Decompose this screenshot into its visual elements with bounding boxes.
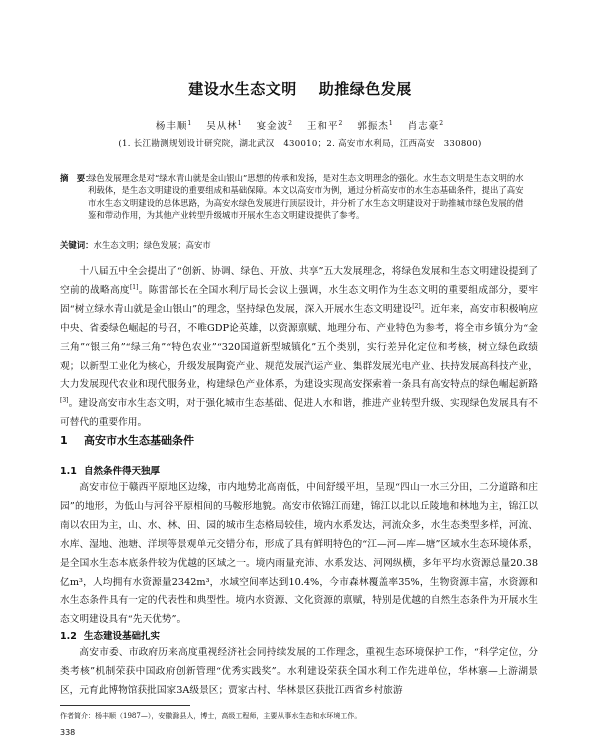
title-part-1: 建设水生态文明 xyxy=(188,80,297,98)
title-part-2: 助推绿色发展 xyxy=(318,80,412,98)
footnote: 作者简介：杨丰顺（1987—），安徽滁县人，博士，高级工程师，主要从事水生态和水环境工作。 xyxy=(60,712,362,720)
body-paragraph: 高安市位于赣西平原地区边缘，市内地势北高南低，中间舒缓平坦，呈现“四山一水三分田，二分道路和庄园”的地形，为低山与河谷平原相间的马鞍形地貌。高安市依锦江而建，锦江以北以丘陵地和林地为主，锦江以南以农田为主，山、水、林、田、园的城市生态格局较佳，境内水系发达，河流众多，水生态类型多样，河流、水库、湿地、池塘、洋坝等景观单元交错分布，形成了具有鲜明特色的“江—河—库—塘”区域水生态环境体系，是全国水生态本底条件较为优越的区域之一。境内雨量充沛、水系发达、河网纵横，多年平均水资源总量20.38亿m³，人均拥有水资源量2342m³，水域空间率达到10.4%，今市森林覆盖率35%，生物资源丰富，水资源和水生态条件具有一定的代表性和典型性。境内水资源、文化资源的禀赋，特别是优越的自然生态条件为开展水生态文明建设具有“先天优势”。 xyxy=(60,482,538,626)
citation: [3] xyxy=(60,397,69,405)
page-number: 338 xyxy=(60,728,76,737)
subsection-heading: 1.1 自然条件得天独厚 xyxy=(60,466,161,477)
author: 王和平$^2$ xyxy=(307,119,344,132)
section-heading: 1 高安市水生态基础条件 xyxy=(60,434,194,447)
subsection-heading: 1.2 生态建设基础扎实 xyxy=(60,631,161,642)
keywords xyxy=(60,239,530,251)
abstract-text: 绿色发展理念是对“绿水青山就是金山银山”思想的传承和发扬，是对生态文明理念的强化。水生态文明是生态文明的水利载体，是生态文明建设的重要组成和基础保障。本文以高安市为例，通过分析高安市的水生态基础条件，提出了高安市水生态文明建设的总体思路，为高安水绿色发展进行顶层设计，并分析了水生态文明建设对于助推城市绿色发展的借鉴和带动作用，为其他产业转型升级城市开展水生态文明建设提供了参考。 xyxy=(88,173,524,220)
keywords-text: 水生态文明；绿色发展；高安市 xyxy=(93,240,211,250)
author: 杨丰顺$^1$ xyxy=(155,119,193,132)
abstract-label: 摘 要： xyxy=(60,173,94,183)
citation: [2] xyxy=(412,302,421,310)
author: 宴金波$^2$ xyxy=(256,119,293,132)
footnote-divider xyxy=(60,705,190,706)
body-paragraph: 高安市委、市政府历来高度重视经济社会同持续发展的工作理念，重视生态环境保护工作，“科学定位，分类考核”机制荣获中国政府创新管理“优秀实践奖”。水利建设荣获全国水利工作先进单位，华林寨—上游湖景区，元育此博物馆获批国家3A级景区；贾家古村、华林景区获批江西省乡村旅游 xyxy=(60,647,538,696)
affiliation: (1. 长江勘测规划设计研究院，湖北武汉 430010；2. 高安市水利局，江西高安 330800) xyxy=(118,139,482,149)
paper-title xyxy=(0,78,600,99)
author-list xyxy=(0,118,600,132)
intro-paragraph: 十八届五中全会提出了“创新、协调、绿色、开放、共享”五大发展理念，将绿色发展和生态文明建设提到了空前的战略高度[1]。陈雷部长在全国水利厅局长会议上强调，水生态文明作为生态文明的重要组成部分，要牢固“树立绿水青山就是金山银山”的理念，坚持绿色发展，深入开展水生态文明建设[2]。近年来，高安市积极响应中央、省委绿色崛起的号召，不唯GDP论英雄，以资源禀赋、地理分布、产业特色为参考，将全市乡镇分为“金三角”“银三角”“绿三角”“特色农业”“320国道新型城镇化”五个类别，实行差异化定位和考核，树立绿色政绩观；以新型工业化为核心，升级发展陶瓷产业、规范发展汽运产业、集群发展光电产业、扶持发展高科技产业，大力发展现代农业和现代服务业，构建绿色产业体系，为建设实现高安探索着一条具有高安特点的绿色崛起新路[3]。建设高安市水生态文明，对于强化城市生态基础、促进人水和谐，推进产业转型升级、实现绿色发展具有不可替代的重要作用。 xyxy=(60,266,539,429)
citation: [1] xyxy=(129,283,139,291)
author: 吴从林$^1$ xyxy=(206,119,243,132)
abstract xyxy=(60,172,524,221)
keywords-label: 关键词： xyxy=(60,240,94,250)
author: 郭振杰$^1$ xyxy=(357,119,394,132)
author: 肖志豪$^2$ xyxy=(407,119,445,132)
